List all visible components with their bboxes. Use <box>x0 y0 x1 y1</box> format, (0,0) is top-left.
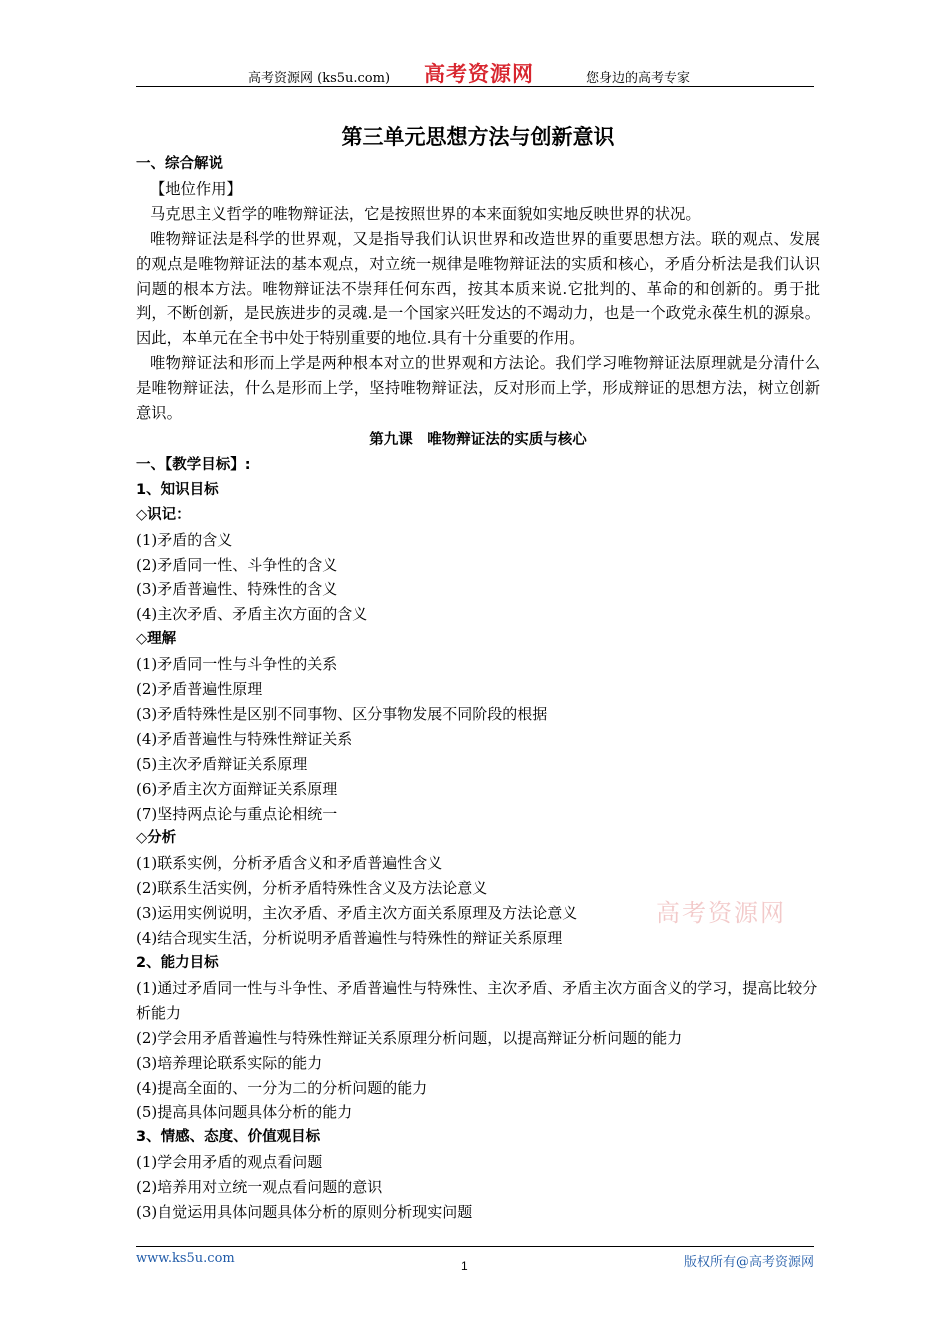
list-item: (4)主次矛盾、矛盾主次方面的含义 <box>136 605 368 624</box>
header-site-name: 高考资源网 (ks5u.com) <box>248 71 391 86</box>
list-item: (4)矛盾普遍性与特殊性辩证关系 <box>136 729 353 748</box>
list-item: (2)矛盾普遍性原理 <box>136 680 263 699</box>
subsection-role: 【地位作用】 <box>150 179 242 198</box>
list-item: (1)矛盾同一性与斗争性的关系 <box>136 655 338 674</box>
list-item: (3)自觉运用具体问题具体分析的原则分析现实问题 <box>136 1203 473 1222</box>
list-item: (3)运用实例说明，主次矛盾、矛盾主次方面关系原理及方法论意义 <box>136 904 578 923</box>
paragraph: 马克思主义哲学的唯物辩证法，它是按照世界的本来面貌如实地反映世界的状况。 <box>150 204 701 223</box>
paragraph: 唯物辩证法是科学的世界观，又是指导我们认识世界和改造世界的重要思想方法。联的观点、发展的观点是唯物辩证法的基本观点，对立统一规律是唯物辩证法的实质和核心，矛盾分析法是我们认识问题的根本方法。唯物辩证法不崇拜任何东西，按其本质来说.它批判的、革命的和创新的。勇于批判，不断创新，是民族进步的灵魂.是一个国家兴旺发达的不竭动力，也是一个政党永葆生机的源泉。因此，本单元在全书中处于特别重要的地位.具有十分重要的作用。 <box>136 229 820 348</box>
list-item: (5)提高具体问题具体分析的能力 <box>136 1103 353 1122</box>
list-item: (2)联系生活实例，分析矛盾特殊性含义及方法论意义 <box>136 879 488 898</box>
list-item: (2)培养用对立统一观点看问题的意识 <box>136 1178 383 1197</box>
list-item: (3)矛盾特殊性是区别不同事物、区分事物发展不同阶段的根据 <box>136 704 548 723</box>
understand-heading: ◇理解 <box>136 631 177 648</box>
header-logo: 高考资源网 <box>424 61 534 86</box>
list-item: (1)联系实例，分析矛盾含义和矛盾普遍性含义 <box>136 854 443 873</box>
ability-goals-heading: 2、能力目标 <box>136 955 219 971</box>
list-item: (1)矛盾的含义 <box>136 530 233 549</box>
document-title: 第三单元思想方法与创新意识 <box>341 125 615 149</box>
list-item: (2)学会用矛盾普遍性与特殊性辩证关系原理分析问题，以提高辩证分析问题的能力 <box>136 1028 683 1047</box>
list-item: (3)矛盾普遍性、特殊性的含义 <box>136 580 338 599</box>
values-goals-heading: 3、情感、态度、价值观目标 <box>136 1129 321 1146</box>
analyze-heading: ◇分析 <box>136 830 177 847</box>
header-slogan: 您身边的高考专家 <box>586 71 691 86</box>
paragraph: 唯物辩证法和形而上学是两种根本对立的世界观和方法论。我们学习唯物辩证法原理就是分清什么是唯物辩证法，什么是形而上学，坚持唯物辩证法，反对形而上学，形成辩证的思想方法，树立创新意识。 <box>136 354 820 423</box>
page-footer <box>136 1246 814 1277</box>
page-number: 1 <box>461 1259 468 1273</box>
list-item: (4)结合现实生活，分析说明矛盾普遍性与特殊性的辩证关系原理 <box>136 929 563 948</box>
document-body <box>136 117 820 1225</box>
list-item: (1)学会用矛盾的观点看问题 <box>136 1153 323 1172</box>
lesson-title: 第九课 唯物辩证法的实质与核心 <box>369 431 587 448</box>
list-item: (3)培养理论联系实际的能力 <box>136 1053 323 1072</box>
list-item: (2)矛盾同一性、斗争性的含义 <box>136 555 338 574</box>
goals-heading: 一、【教学目标】: <box>136 456 251 473</box>
knowledge-goals-heading: 1、知识目标 <box>136 481 219 498</box>
footer-url-link[interactable]: www.ks5u.com <box>136 1251 235 1266</box>
list-item: (6)矛盾主次方面辩证关系原理 <box>136 779 338 798</box>
list-item: (1)通过矛盾同一性与斗争性、矛盾普遍性与特殊性、主次矛盾、矛盾主次方面含义的学习，提高比较分析能力 <box>136 978 818 1022</box>
memorize-heading: ◇识记： <box>136 506 191 523</box>
footer-copyright-link[interactable]: 版权所有@高考资源网 <box>683 1255 814 1270</box>
list-item: (4)提高全面的、一分为二的分析问题的能力 <box>136 1078 428 1097</box>
section-heading-overview: 一、综合解说 <box>136 156 223 172</box>
list-item: (7)坚持两点论与重点论相统一 <box>136 804 338 823</box>
page-header <box>136 60 814 87</box>
watermark: 高考资源网 <box>656 899 786 927</box>
list-item: (5)主次矛盾辩证关系原理 <box>136 754 308 773</box>
